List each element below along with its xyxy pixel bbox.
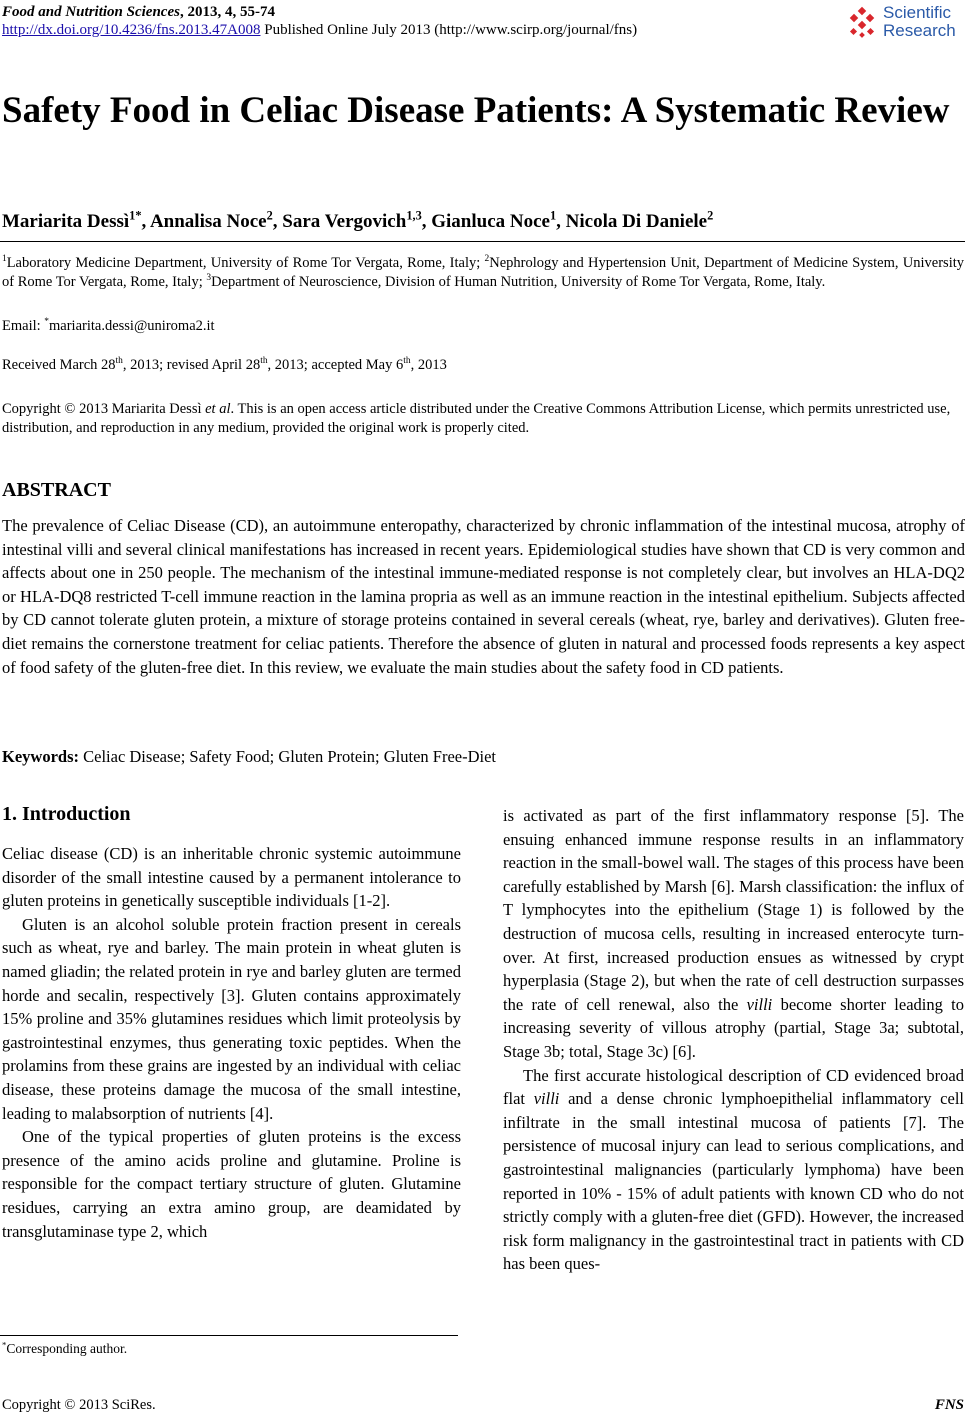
journal-issue: , 2013, 4, 55-74: [179, 4, 275, 20]
paragraph: Gluten is an alcohol soluble protein fraction present in cereals such as wheat, rye and barley. The main protein in wheat gluten is named gliadin; the related protein in rye and barley gluten are termed horde and secalin, respectively [3]. Gluten contains approximately 15% proline and 35% glutamines residues which limit proteolysis by gastrointestinal enzymes, thus generating toxic peptides. When the prolamins from these grains are ingested by an individual with celiac disease, these proteins damage the mucosa of the small intestine, leading to malabsorption of nutrients [4].: [2, 914, 461, 1123]
author-2: Annalisa Noce$^2$: [149, 208, 273, 232]
journal-citation: [2, 3, 275, 21]
license-statement: Copyright © 2013 Mariarita Dessì et al. This is an open access article distributed under the Creative Commons Attribution License, which permits unrestricted use, distribution, and reproduction in any medium, provided the original work is properly cited.: [2, 401, 951, 436]
paragraph: The first accurate histological description of CD evidenced broad flat villi and a dense chronic lymphoepithelial inflammatory cell infiltrate in the small intestinal mucosa of patients [7]. The persistence of mucosal injury can lead to serious complications, and gastrointestinal malignancies (particularly lymphoma) have been reported in 10% - 15% of adult patients with known CD who do not strictly comply with a gluten-free diet (GFD). However, the increased risk form malignancy in the gastrointestinal tract in patients with CD has been ques-: [503, 1065, 964, 1274]
doi-link[interactable]: http://dx.doi.org/10.4236/fns.2013.47A008: [2, 22, 261, 38]
author-rule: [0, 241, 965, 242]
abstract-text: The prevalence of Celiac Disease (CD), an autoimmune enteropathy, characterized by chronic inflammation of the intestinal mucosa, atrophy of intestinal villi and several clinical manifestations has increased in recent years. Epidemiological studies have shown that CD is very common and affects about one in 250 people. The mechanism of the intestinal immune-mediated response is not completely clear, but involves an HLA-DQ2 or HLA-DQ8 restricted T-cell immune reaction in the lamina propria as well as an immune reaction in the intestinal epithelium. Subjects affected by CD cannot tolerate gluten protein, a mixture of storage proteins contained in several cereals (wheat, rye, barley and derivatives). Gluten free-diet remains the cornerstone treatment for celiac patients. Therefore the absence of gluten in natural and processed foods represents a key aspect of food safety of the gluten-free diet. In this review, we evaluate the main studies about the safety food in CD patients.: [2, 516, 965, 677]
email-line: Email: *mariarita.dessi@uniroma2.it: [2, 317, 215, 334]
abstract-heading: ABSTRACT: [2, 479, 111, 501]
scientific-research-logo-icon: [845, 6, 879, 40]
keywords: [2, 747, 496, 767]
footer-journal-abbrev: FNS: [934, 1397, 964, 1413]
doi-line: [2, 21, 637, 39]
author-list: Mariarita Dessì$^{1*}$, Annalisa Noce$^2$, Sara Vergovich$^{1,3}$, Gianluca Noce$^1$, Nicola Di Daniele$^2$: [2, 208, 714, 232]
affiliations: $^1$Laboratory Medicine Department, University of Rome Tor Vergata, Rome, Italy; $^2$Nephrology and Hypertension Unit, Department of Medicine System, University of Rome Tor Vergata, Rome, Italy; $^3$Department of Neuroscience, Division of Human Nutrition, University of Rome Tor Vergata, Rome, Italy.: [2, 254, 965, 290]
article-title: Safety Food in Celiac Disease Patients: A Systematic Review: [2, 90, 950, 131]
paragraph: Celiac disease (CD) is an inheritable chronic systemic autoimmune disorder of the small intestine caused by a permanent intolerance to gluten proteins in genetically susceptible individuals [1-2].: [2, 844, 461, 911]
logo-text: [883, 4, 956, 40]
email-address[interactable]: mariarita.dessi@uniroma2.it: [49, 318, 215, 334]
received-dates: Received March 28th, 2013; revised April 28th, 2013; accepted May 6th, 2013: [2, 356, 447, 373]
footnote-rule: [0, 1335, 458, 1336]
journal-name: Food and Nutrition Sciences: [2, 4, 180, 20]
column-right: [503, 804, 964, 1276]
footnote: *Corresponding author.: [2, 1339, 128, 1356]
author-3: Sara Vergovich$^{1,3}$: [282, 208, 422, 232]
footer-copyright: Copyright © 2013 SciRes.: [2, 1397, 156, 1413]
keywords-label: Keywords:: [2, 747, 79, 766]
author-4: Gianluca Noce$^1$: [431, 208, 557, 232]
logo-line-1: Scientific: [883, 3, 952, 22]
column-left: [2, 842, 461, 1243]
publisher-logo: [845, 2, 965, 44]
section-heading-introduction: 1. Introduction: [2, 803, 131, 825]
author-5: Nicola Di Daniele$^2$: [565, 208, 714, 232]
paragraph: One of the typical properties of gluten proteins is the excess presence of the amino acids proline and glutamine. Proline is responsible for the compact tertiary structure of gluten. Glutamine residues, carrying an extra amino group, are deamidated by transglutaminase type 2, which: [2, 1127, 461, 1241]
publication-info: Published Online July 2013 (http://www.scirp.org/journal/fns): [260, 22, 638, 38]
author-1: Mariarita Dessì$^{1*}$: [2, 208, 142, 232]
paragraph: is activated as part of the first inflammatory response [5]. The ensuing enhanced immune response results in an inflammatory reaction in the small-bowel wall. The stages of this process have been carefully established by Marsh [6]. Marsh classification: the influx of T lymphocytes into the epithelium (Stage 1) is followed by the destruction of mucosa cells, resulting in increased enterocyte turn-over. At first, increased production ensues as witnessed by crypt hyperplasia (Stage 2), but when the rate of cell destruction surpasses the rate of cell renewal, also the villi become shorter leading to increasing severity of villous atrophy (partial, Stage 3a; subtotal, Stage 3b; total, Stage 3c) [6].: [503, 806, 964, 1061]
keywords-text: Celiac Disease; Safety Food; Gluten Protein; Gluten Free-Diet: [79, 747, 496, 766]
logo-line-2: Research: [883, 21, 956, 40]
